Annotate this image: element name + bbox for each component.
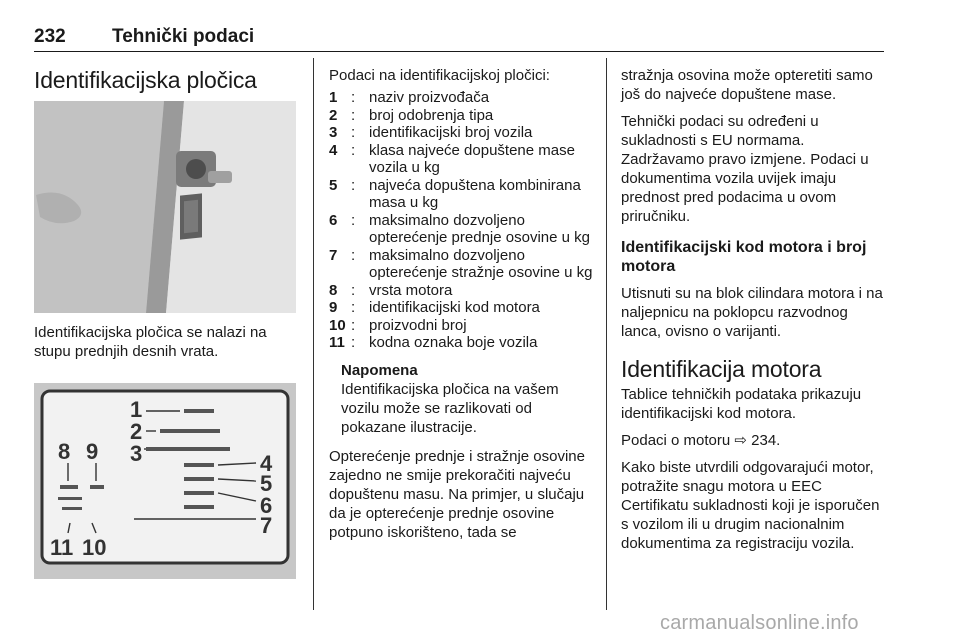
- callout-4: 4: [260, 451, 273, 476]
- photo-caption: Identifikacijska pločica se nalazi na stupu prednjih desnih vrata.: [34, 324, 267, 360]
- callout-6: 6: [260, 493, 273, 518]
- eu-norms-paragraph: Tehnički podaci su određeni u sukladnosti s EU normama. Zadržavamo pravo izmjene. Podaci u dokumentima vozila uvijek imaju prednost pred podacima u ovom priručniku.: [621, 113, 869, 225]
- list-item: 8 : vrsta motora: [329, 281, 453, 299]
- list-item: 10 : proizvodni broj: [329, 316, 467, 334]
- paragraph-continued: stražnja osovina može opteretiti samo još do najveće dopuštene mase.: [621, 67, 873, 103]
- list-item: 6 : maksimalno dozvoljeno opterećenje prednje osovine u kg: [329, 211, 590, 246]
- plate-data-list: [329, 89, 593, 352]
- callout-2: 2: [130, 419, 143, 444]
- axle-load-paragraph: Opterećenje prednje i stražnje osovine zajedno ne smije prekoračiti najveću dopuštenu masu. Na primjer, u slučaju da je opterećenje prednje osovine potpuno iskorišteno, tada se: [329, 447, 585, 541]
- callout-10: 10: [82, 535, 107, 560]
- door-pillar-photo: [34, 101, 296, 313]
- note-block: [341, 362, 593, 437]
- column-2: [329, 58, 593, 542]
- note-title: Napomena: [341, 361, 418, 379]
- column-1: [34, 58, 296, 94]
- list-item: 3 : identifikacijski broj vozila: [329, 124, 533, 141]
- page-header: [34, 22, 884, 52]
- engine-determine-paragraph: Kako biste utvrdili odgovarajući motor, potražite snagu motora u EEC Certifikatu sukladnosti koji je isporučen s vozilom ili u drugim nacionalnim dokumentima za registraciju vozila.: [621, 459, 880, 552]
- photo-caption-block: [34, 323, 296, 361]
- callout-11: 11: [50, 535, 74, 560]
- callout-8: 8: [58, 439, 71, 464]
- callout-3: 3: [130, 441, 143, 466]
- column-divider-1: [313, 58, 314, 610]
- engine-data-reference: Podaci o motoru ⇨ 234.: [621, 432, 781, 449]
- page-number: 232: [34, 26, 66, 47]
- list-item: 11 : kodna oznaka boje vozila: [329, 334, 538, 351]
- callout-9: 9: [86, 439, 99, 464]
- engine-tables-paragraph: Tablice tehničkih podataka prikazuju identifikacijski kod motora.: [621, 386, 862, 422]
- watermark: carmanualsonline.info: [660, 612, 859, 634]
- list-item: 1 : naziv proizvođača: [329, 89, 490, 106]
- identification-plate-figure: [34, 383, 296, 579]
- list-item: 9 : identifikacijski kod motora: [329, 299, 540, 316]
- list-item: 7 : maksimalno dozvoljeno opterećenje stražnje osovine u kg: [329, 246, 593, 281]
- header-rule: [34, 51, 884, 52]
- list-item: 5 : najveća dopuštena kombinirana masa u kg: [329, 176, 581, 211]
- door-pillar-illustration: [34, 101, 296, 313]
- plate-diagram: [34, 383, 296, 579]
- running-title: Tehnički podaci: [112, 26, 255, 47]
- engine-stamp-paragraph: Utisnuti su na blok cilindara motora i na naljepnicu na poklopcu razvodnog lanca, ovisno o varijanti.: [621, 285, 883, 340]
- callout-5: 5: [260, 471, 273, 496]
- list-item: 4 : klasa najveće dopuštene mase vozila u kg: [329, 141, 575, 176]
- callout-1: 1: [130, 397, 143, 422]
- column-divider-2: [606, 58, 607, 610]
- list-intro: Podaci na identifikacijskoj pločici:: [329, 67, 550, 84]
- engine-identification-heading: Identifikacija motora: [621, 356, 822, 382]
- callout-7: 7: [260, 513, 273, 538]
- note-text: Identifikacijska pločica na vašem vozilu može se razlikovati od pokazane ilustracije.: [341, 380, 559, 436]
- column-3: [621, 58, 889, 553]
- engine-code-subheading: Identifikacijski kod motora i broj motora: [621, 239, 867, 275]
- section-heading: Identifikacijska pločica: [34, 67, 257, 93]
- list-item: 2 : broj odobrenja tipa: [329, 106, 494, 124]
